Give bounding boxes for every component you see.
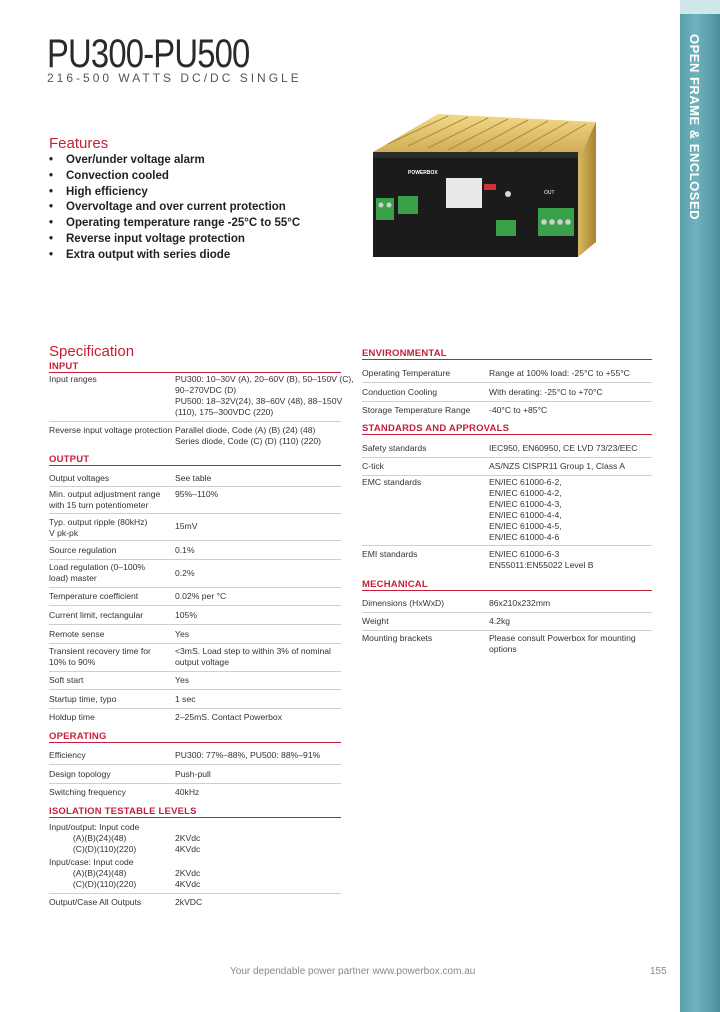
spec-value: 0.2% bbox=[175, 568, 195, 578]
spec-value: Yes bbox=[175, 675, 190, 685]
spec-label: Input/output: Input code (A)(B)(24)(48) (C)(D)(110)(220) bbox=[49, 822, 140, 854]
spec-value: 86x210x232mm bbox=[489, 598, 551, 608]
features-heading: Features bbox=[49, 135, 109, 152]
section-heading-isolation: ISOLATION TESTABLE LEVELS bbox=[49, 806, 197, 817]
section-heading-mechanical: MECHANICAL bbox=[362, 579, 428, 590]
spec-label: Input ranges bbox=[49, 374, 97, 384]
spec-value: 2–25mS. Contact Powerbox bbox=[175, 712, 283, 722]
spec-label: Transient recovery time for 10% to 90% bbox=[49, 646, 151, 667]
spec-label: Reverse input voltage protection bbox=[49, 425, 173, 435]
spec-value: 2KVdc 4KVdc bbox=[175, 868, 201, 889]
feature-item: • Overvoltage and over current protection bbox=[49, 201, 286, 214]
spec-label: Efficiency bbox=[49, 750, 86, 760]
spec-value: 105% bbox=[175, 610, 197, 620]
spec-value: See table bbox=[175, 473, 212, 483]
spec-value: 2kVDC bbox=[175, 897, 203, 907]
spec-value: 4.2kg bbox=[489, 616, 511, 626]
alarm-terminal bbox=[398, 196, 418, 214]
spec-label: Safety standards bbox=[362, 443, 427, 453]
sense-terminal bbox=[496, 220, 516, 236]
spec-label: Current limit, rectangular bbox=[49, 610, 144, 620]
spec-value: 1 sec bbox=[175, 694, 196, 704]
spec-value: 15mV bbox=[175, 521, 198, 531]
spec-label: Dimensions (HxWxD) bbox=[362, 598, 445, 608]
spec-label: Storage Temperature Range bbox=[362, 405, 471, 415]
spec-label: C-tick bbox=[362, 461, 384, 471]
spec-value: Parallel diode, Code (A) (B) (24) (48) Series diode, Code (C) (D) (110) (220) bbox=[175, 425, 321, 446]
spec-label: Operating Temperature bbox=[362, 368, 451, 378]
specification-heading: Specification bbox=[49, 343, 135, 360]
spec-value: Push-pull bbox=[175, 769, 211, 779]
spec-label: Mounting brackets bbox=[362, 633, 433, 643]
spec-value: Yes bbox=[175, 629, 190, 639]
feature-item: • High efficiency bbox=[49, 185, 148, 198]
spec-value: Range at 100% load: -25°C to +55°C bbox=[489, 368, 630, 378]
spec-label: Holdup time bbox=[49, 712, 95, 722]
spec-value: -40°C to +85°C bbox=[489, 405, 548, 415]
spec-label: Output/Case All Outputs bbox=[49, 897, 142, 907]
page-number: 155 bbox=[650, 966, 667, 977]
brand-label: POWERBOX bbox=[408, 170, 438, 176]
spec-label: Temperature coefficient bbox=[49, 591, 139, 601]
spec-label: EMI standards bbox=[362, 549, 418, 559]
spec-value: 40kHz bbox=[175, 787, 200, 797]
section-heading-standards: STANDARDS AND APPROVALS bbox=[362, 423, 510, 434]
spec-label: Conduction Cooling bbox=[362, 387, 438, 397]
feature-item: • Over/under voltage alarm bbox=[49, 154, 205, 166]
spec-label: Min. output adjustment range with 15 turn potentiometer bbox=[49, 489, 161, 510]
spec-value: AS/NZS CISPR11 Group 1, Class A bbox=[489, 461, 625, 471]
page-subtitle: 216-500 WATTS DC/DC SINGLE bbox=[47, 71, 302, 85]
product-photo bbox=[368, 112, 598, 262]
label-sticker bbox=[446, 178, 482, 208]
spec-value: 0.1% bbox=[175, 545, 195, 555]
spec-label: Source regulation bbox=[49, 545, 117, 555]
spec-label: Typ. output ripple (80kHz) V pk-pk bbox=[49, 517, 148, 538]
spec-value: Please consult Powerbox for mounting options bbox=[489, 633, 636, 654]
side-tab bbox=[680, 0, 720, 1012]
spec-label: Remote sense bbox=[49, 629, 105, 639]
spec-value: 2KVdc 4KVdc bbox=[175, 833, 201, 854]
spec-label: Soft start bbox=[49, 675, 84, 685]
spec-value: 0.02% per °C bbox=[175, 591, 227, 601]
out-label: OUT bbox=[544, 190, 555, 196]
spec-label: Output voltages bbox=[49, 473, 110, 483]
input-terminal bbox=[376, 198, 394, 220]
spec-value: IEC950, EN60950, CE LVD 73/23/EEC bbox=[489, 443, 638, 453]
spec-label: Load regulation (0–100% load) master bbox=[49, 562, 146, 583]
spec-label: Switching frequency bbox=[49, 787, 126, 797]
feature-item: • Convection cooled bbox=[49, 169, 169, 182]
spec-label: EMC standards bbox=[362, 477, 422, 487]
spec-value: With derating: -25°C to +70°C bbox=[489, 387, 603, 397]
page-title: PU300-PU500 bbox=[47, 32, 250, 76]
section-heading-environmental: ENVIRONMENTAL bbox=[362, 348, 447, 359]
feature-item: • Operating temperature range -25°C to 55°C bbox=[49, 217, 301, 230]
spec-value: PU300: 10–30V (A), 20–60V (B), 50–150V (C), 90–270VDC (D) PU500: 18–32V(24), 38–60V (48), 88–150V (110), 175–300VDC (220) bbox=[175, 374, 354, 417]
side-tab-cap bbox=[680, 0, 720, 14]
feature-item: • Extra output with series diode bbox=[49, 248, 231, 261]
features-list bbox=[49, 153, 300, 264]
feature-item: • Reverse input voltage protection bbox=[49, 232, 245, 245]
section-heading-output: OUTPUT bbox=[49, 454, 90, 465]
spec-label: Startup time, typo bbox=[49, 694, 117, 704]
spec-value: <3mS. Load step to within 3% of nominal output voltage bbox=[175, 646, 331, 667]
section-heading-operating: OPERATING bbox=[49, 731, 107, 742]
section-heading-input: INPUT bbox=[49, 361, 79, 372]
spec-value: EN/IEC 61000-6-2, EN/IEC 61000-4-2, EN/IEC 61000-4-3, EN/IEC 61000-4-4, EN/IEC 61000-4-5, EN/IEC 61000-4-6 bbox=[489, 477, 562, 542]
adjust-pot bbox=[505, 191, 511, 197]
spec-value: EN/IEC 61000-6-3 EN55011:EN55022 Level B bbox=[489, 549, 594, 570]
spec-value: 95%–110% bbox=[175, 489, 219, 499]
spec-label: Input/case: Input code (A)(B)(24)(48) (C)(D)(110)(220) bbox=[49, 857, 137, 889]
spec-label: Weight bbox=[362, 616, 389, 626]
footer-tagline: Your dependable power partner www.powerbox.com.au bbox=[230, 966, 476, 977]
spec-value: PU300: 77%–88%, PU500: 88%–91% bbox=[175, 750, 321, 760]
side-tab-label: OPEN FRAME & ENCLOSED bbox=[687, 34, 702, 221]
spec-label: Design topology bbox=[49, 769, 111, 779]
